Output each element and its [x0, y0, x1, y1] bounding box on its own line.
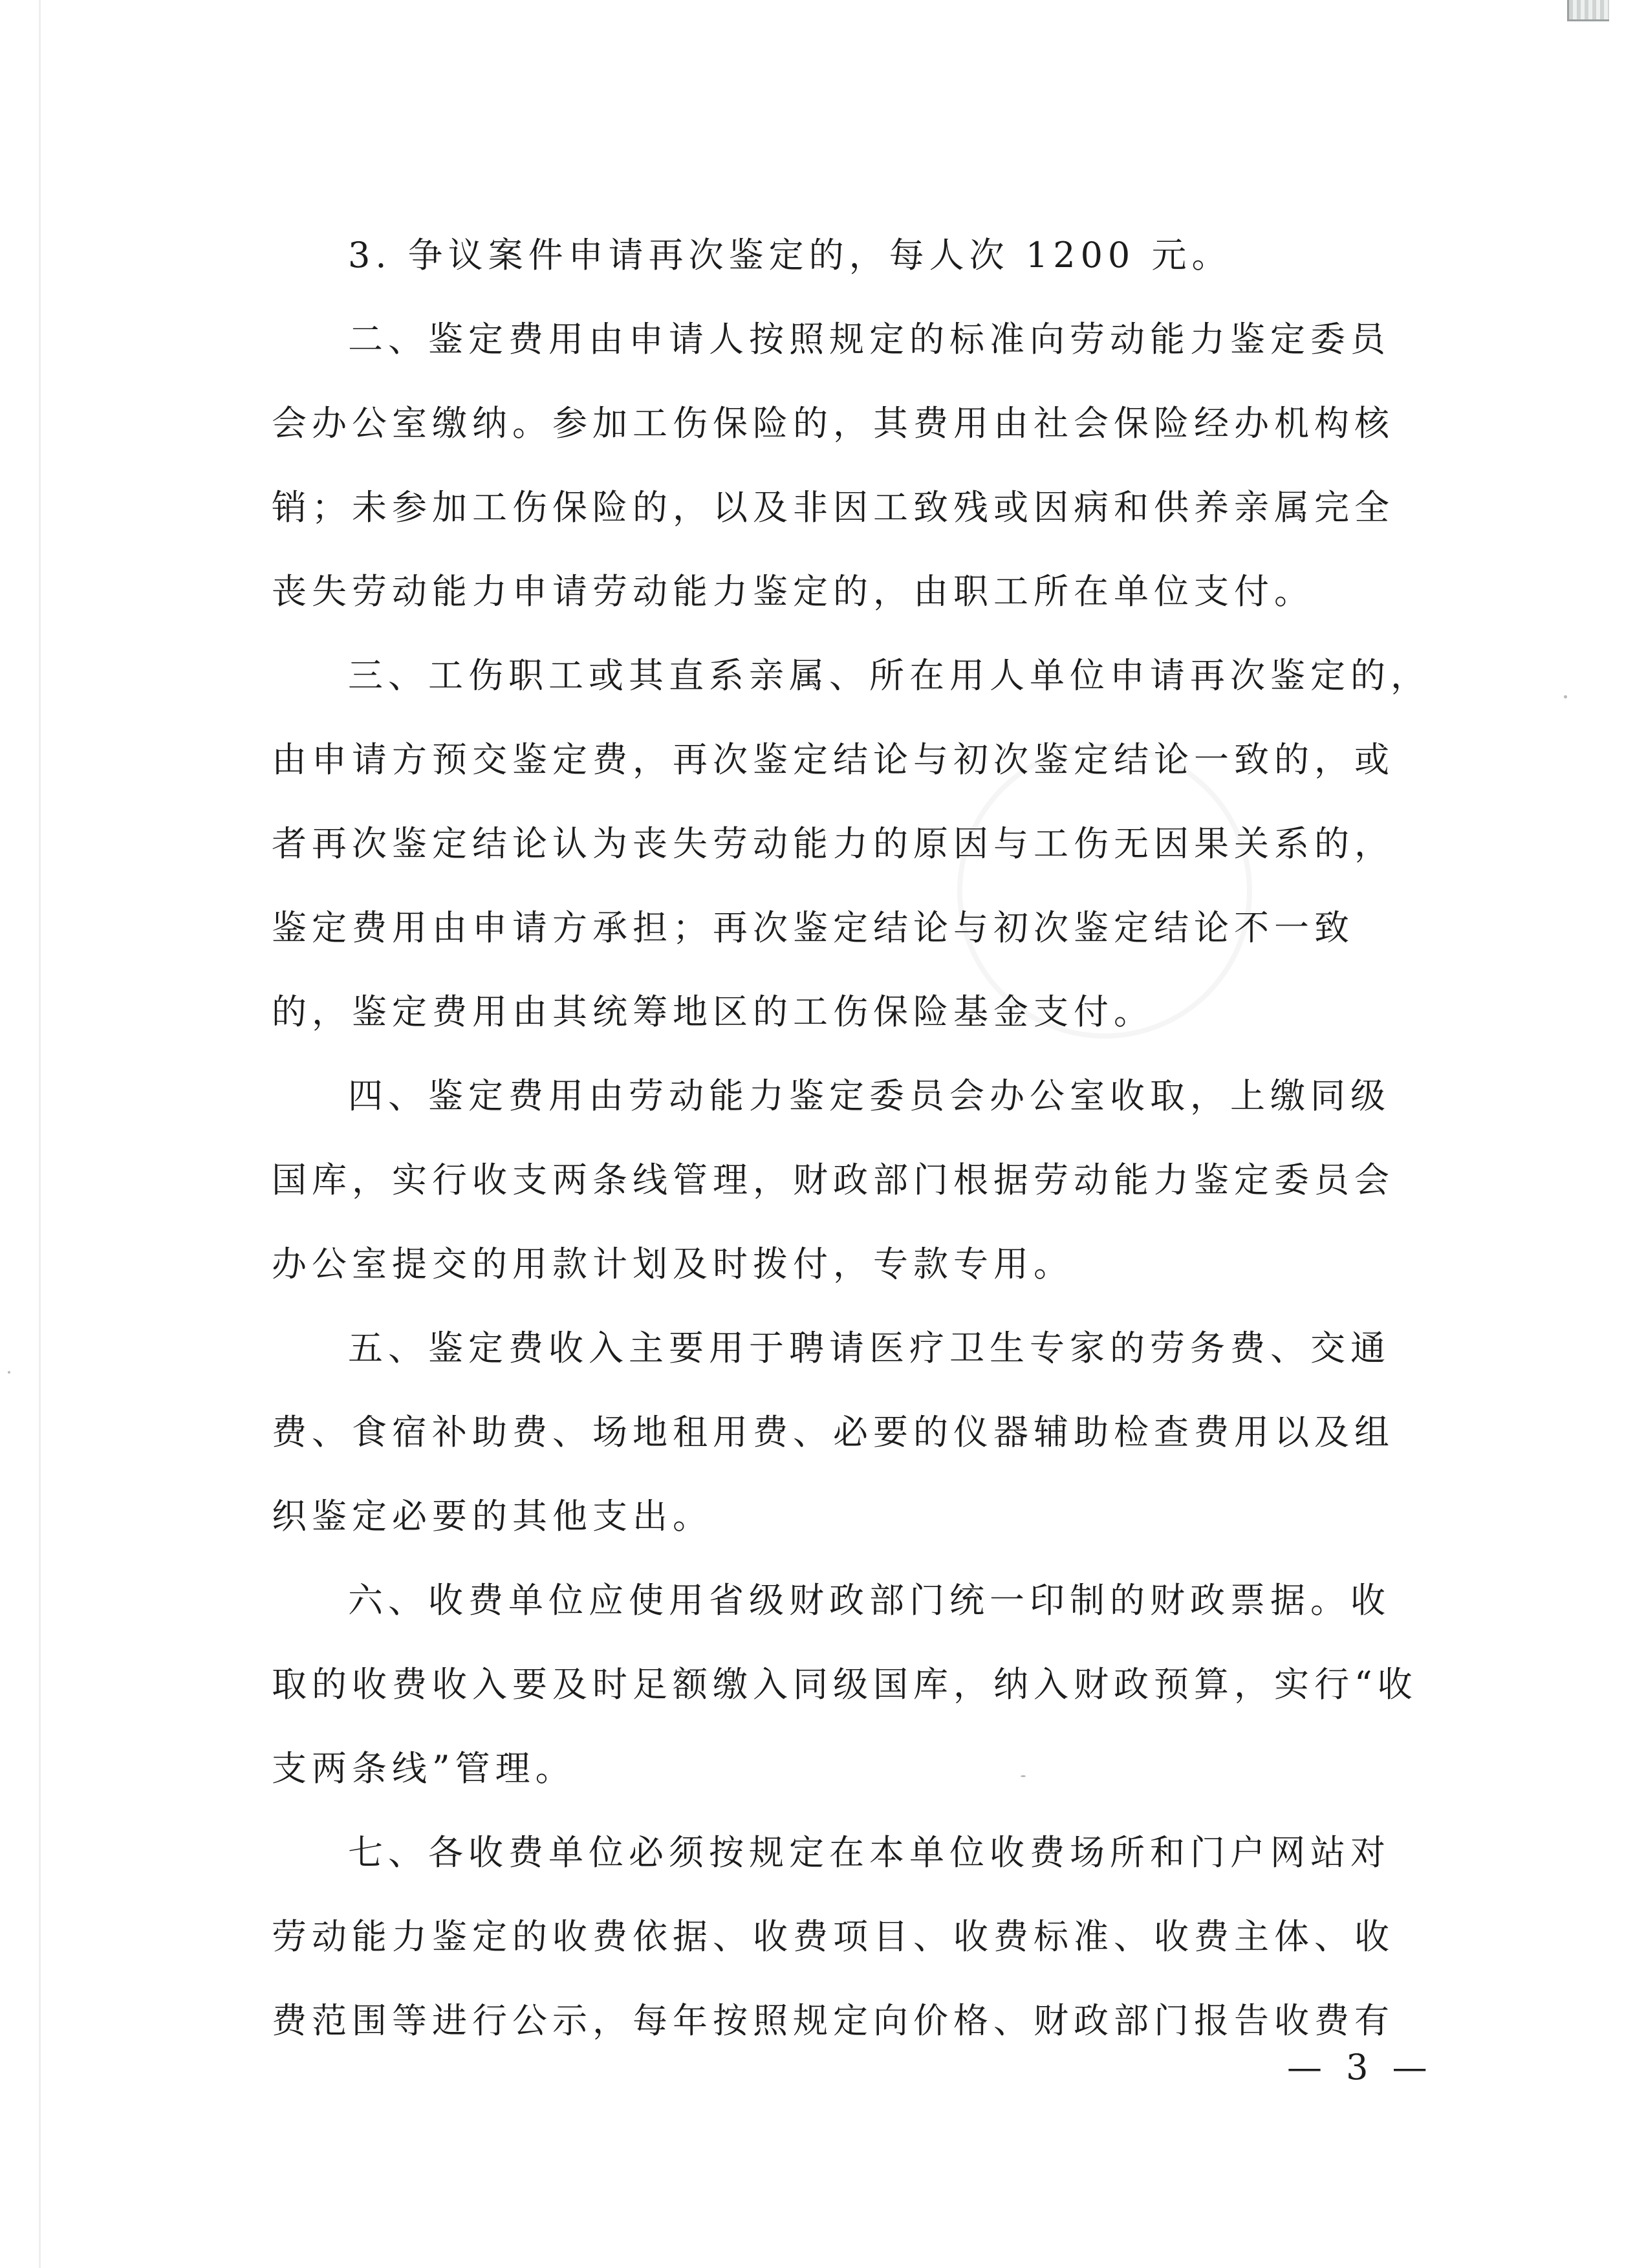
- page-number: — 3 —: [1287, 2047, 1434, 2088]
- document-line: 费、食宿补助费、场地租用费、必要的仪器辅助检查费用以及组: [272, 1412, 1394, 1453]
- document-line: 由申请方预交鉴定费，再次鉴定结论与初次鉴定结论一致的，或: [272, 739, 1394, 780]
- document-line: 销；未参加工伤保险的，以及非因工致残或因病和供养亲属完全: [272, 487, 1394, 528]
- document-line: 七、各收费单位必须按规定在本单位收费场所和门户网站对: [348, 1832, 1391, 1873]
- document-body: [272, 213, 1431, 2063]
- document-line: 二、鉴定费用由申请人按照规定的标准向劳动能力鉴定委员: [348, 319, 1391, 360]
- scan-speck: [8, 1371, 10, 1374]
- scan-edge-shadow: [39, 0, 41, 2268]
- document-line: 六、收费单位应使用省级财政部门统一印制的财政票据。收: [348, 1580, 1391, 1621]
- document-line: 支两条线”管理。: [272, 1748, 576, 1789]
- document-line: 劳动能力鉴定的收费依据、收费项目、收费标准、收费主体、收: [272, 1916, 1394, 1957]
- document-line: 会办公室缴纳。参加工伤保险的，其费用由社会保险经办机构核: [272, 403, 1394, 444]
- document-line: 取的收费收入要及时足额缴入同级国库，纳入财政预算，实行“收: [272, 1664, 1418, 1705]
- document-line: 五、鉴定费收入主要用于聘请医疗卫生专家的劳务费、交通: [348, 1328, 1391, 1368]
- scan-speck: [1564, 695, 1567, 698]
- document-line: 丧失劳动能力申请劳动能力鉴定的，由职工所在单位支付。: [272, 571, 1314, 612]
- document-line: 织鉴定必要的其他支出。: [272, 1496, 713, 1537]
- scan-corner-mark: [1567, 0, 1609, 21]
- document-line: 四、鉴定费用由劳动能力鉴定委员会办公室收取，上缴同级: [348, 1075, 1391, 1116]
- document-line: 3. 争议案件申请再次鉴定的，每人次 1200 元。: [348, 235, 1232, 275]
- document-line: 办公室提交的用款计划及时拨付，专款专用。: [272, 1244, 1074, 1284]
- document-line: 三、工伤职工或其直系亲属、所在用人单位申请再次鉴定的，: [348, 655, 1431, 696]
- document-line: 国库，实行收支两条线管理，财政部门根据劳动能力鉴定委员会: [272, 1160, 1394, 1200]
- document-line: 者再次鉴定结论认为丧失劳动能力的原因与工伤无因果关系的，: [272, 823, 1394, 864]
- document-line: 费范围等进行公示，每年按照规定向价格、财政部门报告收费有: [272, 2000, 1394, 2041]
- document-line: 的，鉴定费用由其统筹地区的工伤保险基金支付。: [272, 991, 1154, 1032]
- document-line: 鉴定费用由申请方承担；再次鉴定结论与初次鉴定结论不一致: [272, 907, 1354, 948]
